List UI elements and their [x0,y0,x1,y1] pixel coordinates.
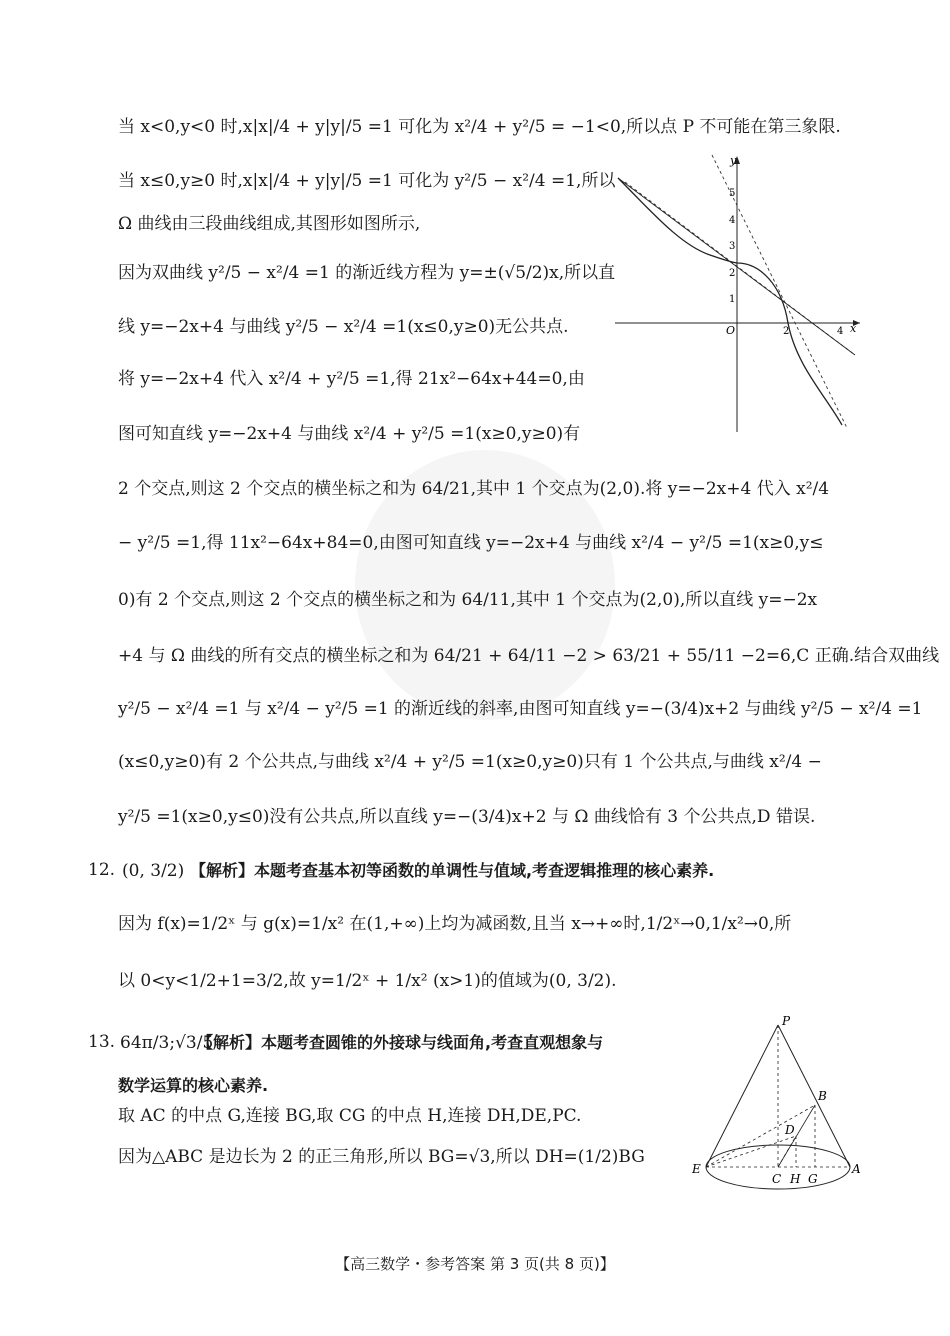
question-number: 13. [88,1032,116,1052]
analysis-heading-cont: 数学运算的核心素养. [118,1076,269,1095]
text-line: (x≤0,y≥0)有 2 个公共点,与曲线 x²/4 + y²/5 =1(x≥0,y≥0)只有 1 个公共点,与曲线 x²/4 − [118,752,822,772]
origin-label: O [726,324,736,337]
text-line: 图可知直线 y=−2x+4 与曲线 x²/4 + y²/5 =1(x≥0,y≥0)有 [118,424,581,444]
label-c: C [772,1172,782,1186]
text-line: 线 y=−2x+4 与曲线 y²/5 − x²/4 =1(x≤0,y≥0)无公共点. [118,317,569,337]
text-line: +4 与 Ω 曲线的所有交点的横坐标之和为 64/21 + 64/11 −2 > 63/21 + 55/11 −2=6,C 正确.结合双曲线 [118,646,940,666]
label-d: D [785,1123,795,1137]
tick-y5: 5 [729,188,736,199]
text-line: y²/5 − x²/4 =1 与 x²/4 − y²/5 =1 的渐近线的斜率,由图可知直线 y=−(3/4)x+2 与曲线 y²/5 − x²/4 =1 [118,699,923,719]
text-line: 因为 f(x)=1/2ˣ 与 g(x)=1/x² 在(1,+∞)上均为减函数,且当 x→+∞时,1/2ˣ→0,1/x²→0,所 [118,914,792,934]
label-h: H [790,1172,801,1186]
text-line: 因为双曲线 y²/5 − x²/4 =1 的渐近线方程为 y=±(√5/2)x,所以直 [118,263,616,283]
x-axis-label: x [850,322,857,335]
tick-x4: 4 [837,326,844,337]
text-line: 因为△ABC 是边长为 2 的正三角形,所以 BG=√3,所以 DH=(1/2)BG [118,1147,645,1167]
text-line: 0)有 2 个交点,则这 2 个交点的横坐标之和为 64/11,其中 1 个交点为(2,0),所以直线 y=−2x [118,590,818,610]
text-line: − y²/5 =1,得 11x²−64x+84=0,由图可知直线 y=−2x+4 与曲线 x²/4 − y²/5 =1(x≥0,y≤ [118,533,824,553]
tick-x2: 2 [783,326,790,337]
text-line: 2 个交点,则这 2 个交点的横坐标之和为 64/21,其中 1 个交点为(2,0).将 y=−2x+4 代入 x²/4 [118,479,830,499]
text-line: 以 0<y<1/2+1=3/2,故 y=1/2ˣ + 1/x² (x>1)的值域为(0, 3/2). [118,971,617,991]
analysis-heading: 【解析】本题考查基本初等函数的单调性与值域,考查逻辑推理的核心素养. [190,861,715,880]
page-footer: 【高三数学・参考答案 第 3 页(共 8 页)】 [335,1255,615,1273]
answer: (0, 3/2) [122,861,185,881]
text-line: Ω 曲线由三段曲线组成,其图形如图所示, [118,214,421,234]
label-a: A [852,1162,861,1176]
text-line: 当 x<0,y<0 时,x|x|/4 + y|y|/5 =1 可化为 x²/4 + y²/5 = −1<0,所以点 P 不可能在第三象限. [118,117,841,137]
tick-y2: 2 [729,268,736,279]
text-line: 取 AC 的中点 G,连接 BG,取 CG 的中点 H,连接 DH,DE,PC. [118,1106,582,1126]
label-e: E [692,1162,701,1176]
answer: 64π/3;√3/5 [120,1033,214,1053]
cone-figure [690,1010,865,1195]
y-axis-label: y [730,154,737,167]
label-g: G [808,1172,818,1186]
curve-graph [610,150,865,435]
label-p: P [782,1014,791,1028]
text-line: y²/5 =1(x≥0,y≤0)没有公共点,所以直线 y=−(3/4)x+2 与 Ω 曲线恰有 3 个公共点,D 错误. [118,807,816,827]
question-number: 12. [88,860,116,880]
text-line: 将 y=−2x+4 代入 x²/4 + y²/5 =1,得 21x²−64x+44=0,由 [118,369,585,389]
text-line: 当 x≤0,y≥0 时,x|x|/4 + y|y|/5 =1 可化为 y²/5 − x²/4 =1,所以 [118,171,616,191]
tick-y3: 3 [729,241,736,252]
label-b: B [818,1089,827,1103]
tick-y1: 1 [729,294,736,305]
tick-y4: 4 [729,215,736,226]
analysis-heading: 【解析】本题考查圆锥的外接球与线面角,考查直观想象与 [197,1033,604,1052]
